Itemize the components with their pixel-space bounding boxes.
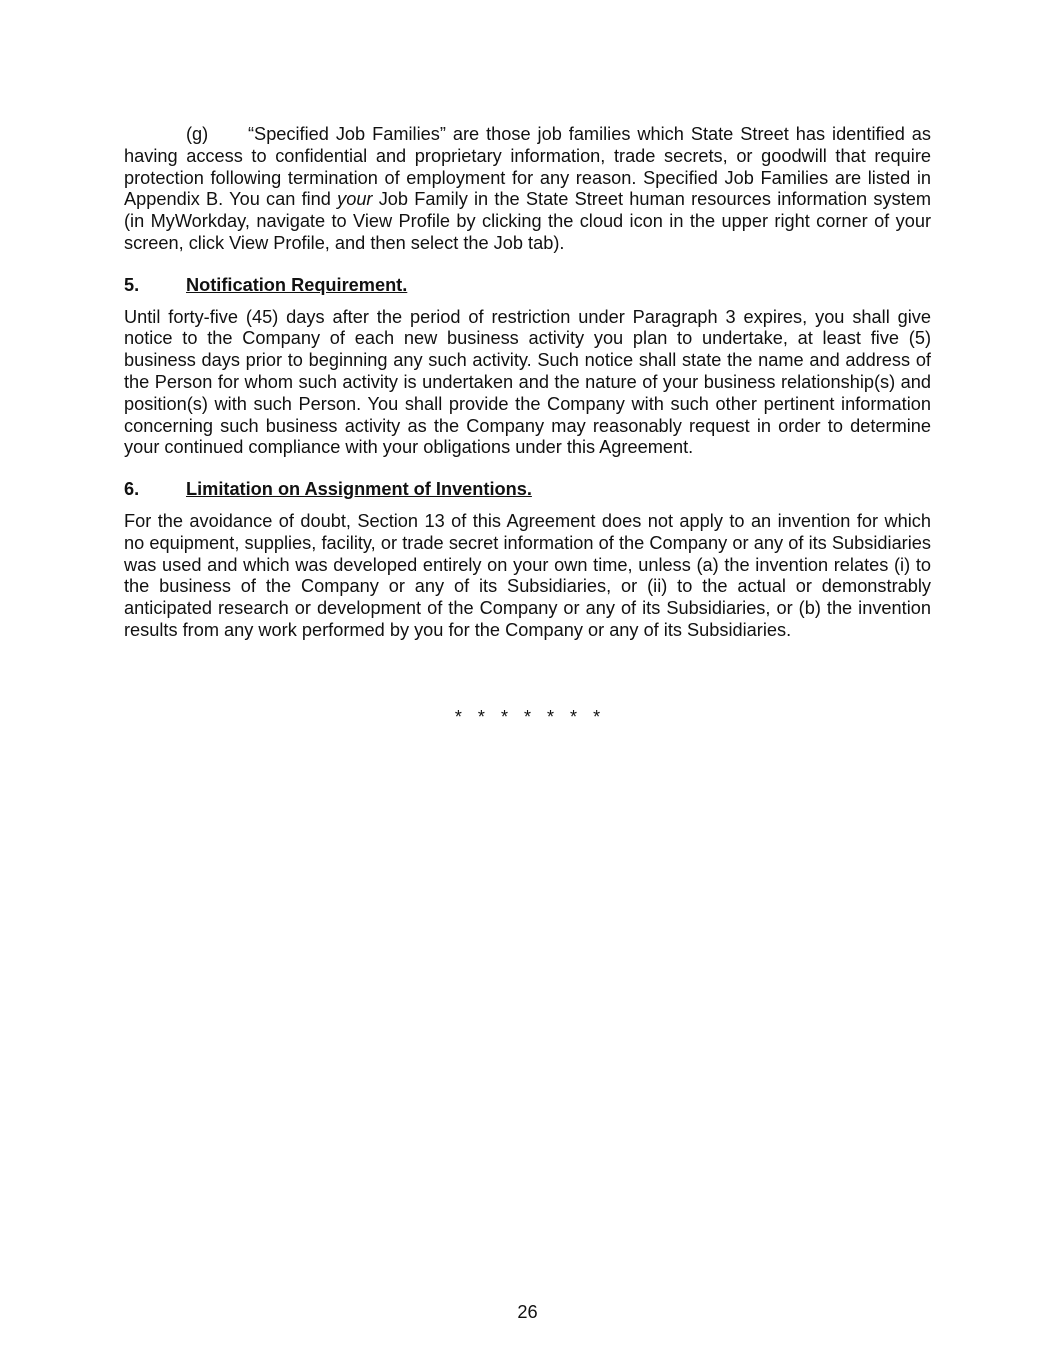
paragraph-g-text-end: Job Family in the State Street human resources information system (in MyWorkday, navigate to View Profile by clicking the cloud icon in the upper right corner of your screen, click View Profile, and then select the Job tab). — [124, 189, 931, 253]
separator-star: * — [523, 707, 531, 727]
section-5-number: 5. — [124, 274, 140, 295]
section-5-title: Notification Requirement. — [186, 274, 408, 295]
separator-star: * — [547, 707, 555, 727]
paragraph-g-text: “Specified Job Families” are those job families which State Street has identified as having access to confidential and proprietary information, trade secrets, or goodwill that require protection following termination of employment for any reason. Specified Job Families are listed in Appendix B. You can find — [124, 124, 931, 210]
paragraph-g-label: (g) — [186, 124, 209, 144]
paragraph-g-italic: your — [337, 189, 373, 210]
separator-star: * — [454, 707, 462, 727]
separator-star: * — [477, 707, 485, 727]
document-page — [124, 124, 931, 642]
section-6-number: 6. — [124, 479, 140, 500]
section-5-body: Until forty-five (45) days after the period of restriction under Paragraph 3 expires, you shall give notice to the Company of each new business activity you plan to undertake, at least five (5) business days prior to beginning any such activity. Such notice shall state the name and address of the Person for whom such activity is undertaken and the nature of your business relationship(s) and position(s) with such Person. You shall provide the Company with such other pertinent information concerning such business activity as the Company may reasonably request in order to determine your continued compliance with your obligations under this Agreement. — [124, 306, 931, 458]
section-separator — [0, 707, 1055, 729]
section-6-body: For the avoidance of doubt, Section 13 of this Agreement does not apply to an invention for which no equipment, supplies, facility, or trade secret information of the Company or any of its Subsidiaries was used and which was developed entirely on your own time, unless (a) the invention relates (i) to the business of the Company or any of its Subsidiaries, or (ii) to the actual or demonstrably anticipated research or development of the Company or any of its Subsidiaries, or (b) the invention results from any work performed by you for the Company or any of its Subsidiaries. — [124, 510, 931, 640]
section-6-heading — [124, 479, 931, 501]
separator-star: * — [593, 707, 601, 727]
page-number: 26 — [517, 1302, 538, 1322]
separator-star: * — [570, 707, 578, 727]
separator-star: * — [500, 707, 508, 727]
paragraph-g — [124, 124, 931, 255]
section-6-title: Limitation on Assignment of Inventions. — [186, 479, 532, 500]
section-5-heading — [124, 275, 931, 297]
